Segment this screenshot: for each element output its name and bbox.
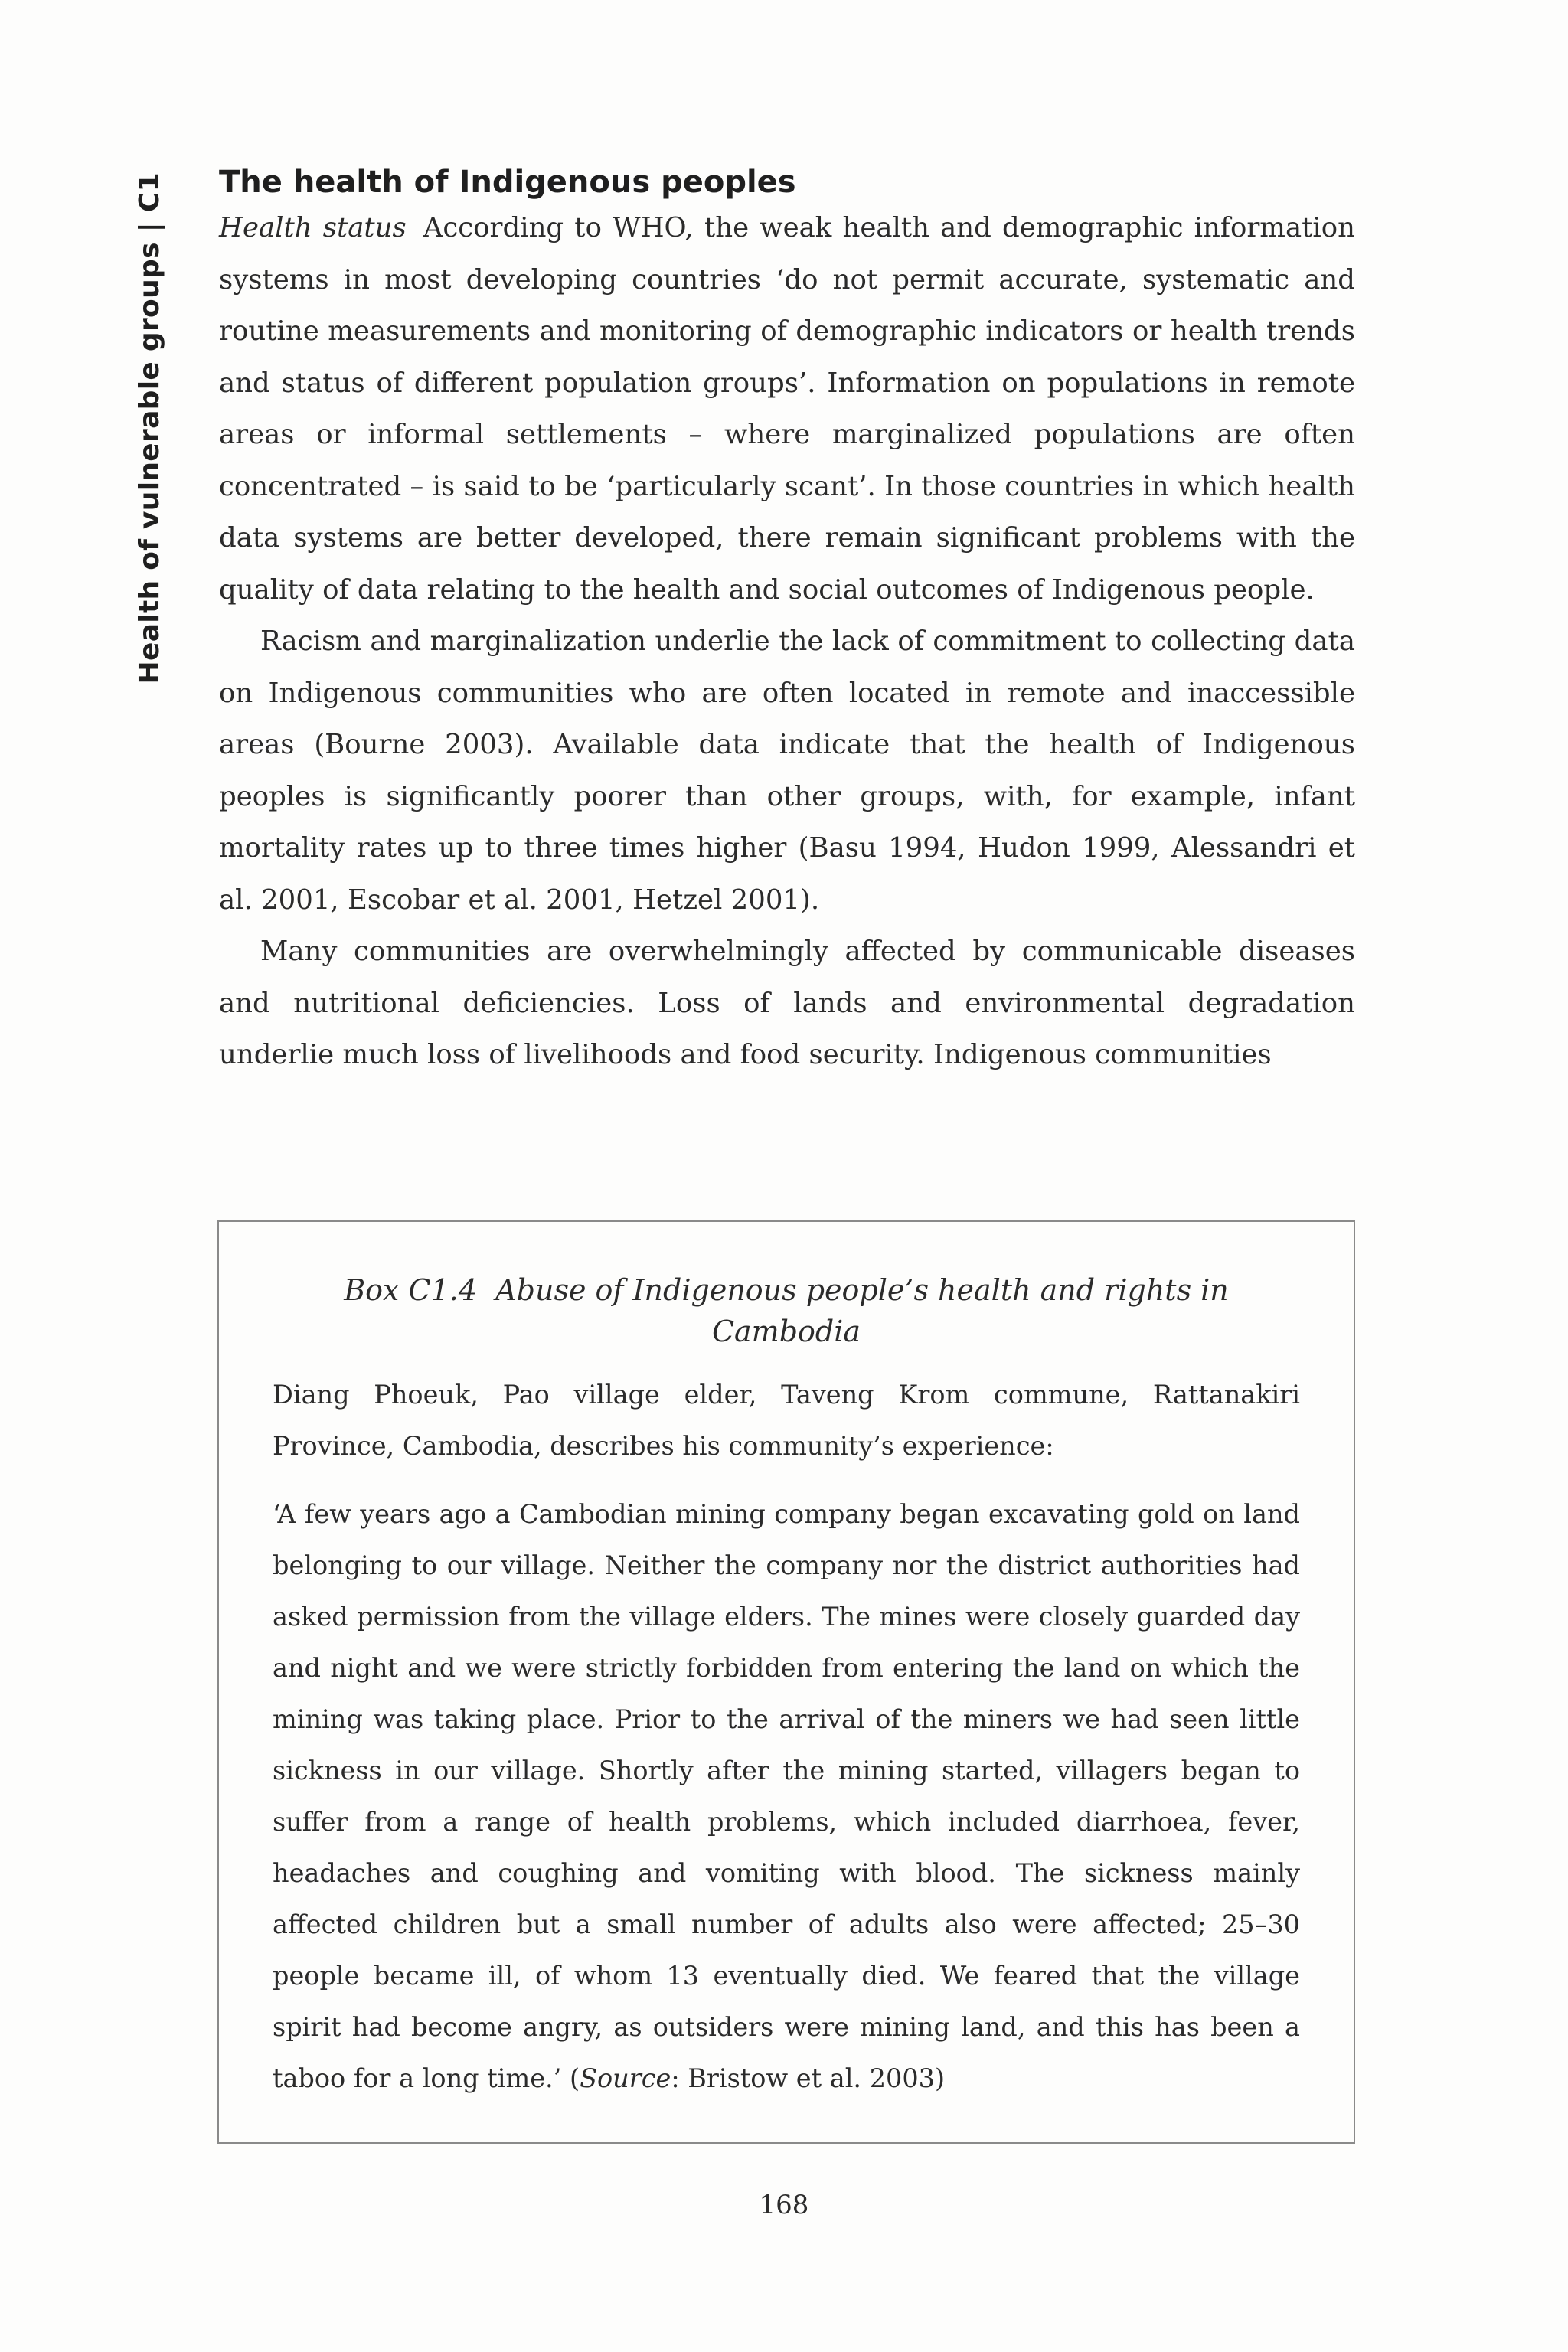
running-header: Health of vulnerable groups | C1 [134, 172, 165, 684]
page-number: 168 [759, 2190, 809, 2220]
box-c1-4 [217, 1220, 1355, 2144]
box-label: Box C1.4 [344, 1273, 478, 1307]
box-intro: Diang Phoeuk, Pao village elder, Taveng Krom commune, Rattanakiri Province, Cambodia, describes his community’s experience: [273, 1380, 1300, 1461]
source-label: Source [580, 2063, 671, 2093]
paragraph-communities: Many communities are overwhelmingly affected by communicable diseases and nutritional deficiencies. Loss of lands and environmental degradation underlie much loss of livelihoods and food security. Indigenous communities [219, 936, 1355, 1070]
main-text [219, 162, 1355, 1081]
paragraph-racism: Racism and marginalization underlie the lack of commitment to collecting data on Indigenous communities who are often located in remote and inaccessible areas (Bourne 2003). Available data indicate that the health of Indigenous peoples is significantly poorer than other groups, with, for example, infant mortality rates up to three times higher (Basu 1994, Hudon 1999, Alessandri et al. 2001, Escobar et al. 2001, Hetzel 2001). [219, 626, 1355, 916]
section-heading: The health of Indigenous peoples [219, 165, 796, 200]
run-in-heading: Health status [219, 212, 407, 243]
paragraph-health-status [219, 202, 1355, 616]
box-title-text: Abuse of Indigenous people’s health and rights in Cambodia [495, 1273, 1229, 1348]
paragraph-1-text: According to WHO, the weak health and demographic information systems in most developing countries ‘do not permit accurate, systematic and routine measurements and monitoring of demographic indicators or health trends and status of different population groups’. Information on populations in remote areas or informal settlements – where marginalized populations are often concentrated – is said to be ‘particularly scant’. In those countries in which health data systems are better developed, there remain significant problems with the quality of data relating to the health and social outcomes of Indigenous people. [219, 212, 1355, 606]
box-quote [273, 1488, 1300, 2104]
source-citation: : Bristow et al. 2003) [671, 2063, 946, 2093]
box-quote-text: ‘A few years ago a Cambodian mining company began excavating gold on land belonging to our village. Neither the company nor the district authorities had asked permission from the village elders. The mines were closely guarded day and night and we were strictly forbidden from entering the land on which the mining was taking place. Prior to the arrival of the miners we had seen little sickness in our village. Shortly after the mining started, villagers began to suffer from a range of health problems, which included diarrhoea, fever, headaches and coughing and vomiting with blood. The sickness mainly affected children but a small number of adults also were affected; 25–30 people became ill, of whom 13 eventually died. We feared that the village spirit had become angry, as outsiders were mining land, and this has been a taboo for a long time.’ [273, 1499, 1300, 2093]
source-open: ( [561, 2063, 580, 2093]
box-title [273, 1269, 1300, 1352]
